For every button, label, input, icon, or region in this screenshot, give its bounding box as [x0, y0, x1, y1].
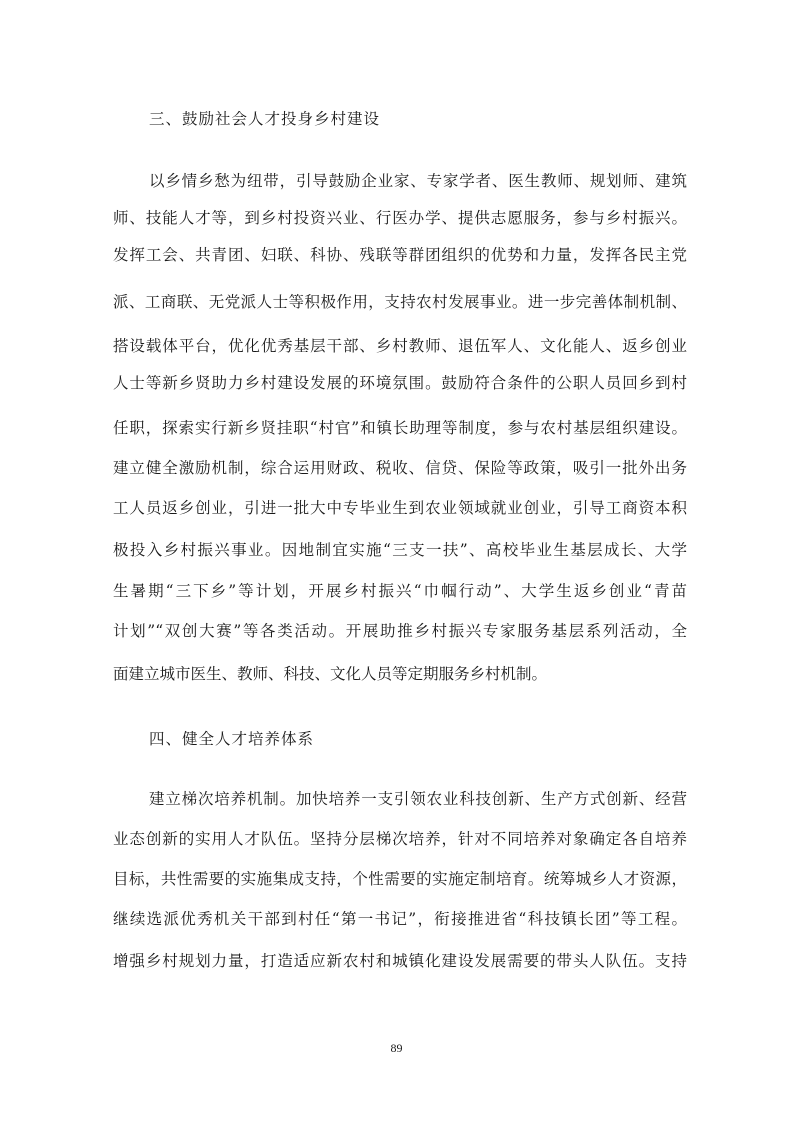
paragraph-line: 任职，探索实行新乡贤挂职“村官”和镇长助理等制度，参与农村基层组织建设。: [113, 419, 687, 437]
paragraph-line: 极投入乡村振兴事业。因地制宜实施“三支一扶”、高校毕业生基层成长、大学: [113, 541, 687, 559]
paragraph-line: 建立梯次培养机制。加快培养一支引领农业科技创新、生产方式创新、经营: [149, 790, 687, 808]
paragraph-line: 业态创新的实用人才队伍。坚持分层梯次培养，针对不同培养对象确定各自培养: [113, 830, 687, 848]
paragraph-line: 师、技能人才等，到乡村投资兴业、行医办学、提供志愿服务，参与乡村振兴。: [113, 209, 687, 227]
paragraph-line: 建立健全激励机制，综合运用财政、税收、信贷、保险等政策，吸引一批外出务: [113, 459, 687, 477]
page-number: 89: [390, 1041, 403, 1055]
paragraph-line: 工人员返乡创业，引进一批大中专毕业生到农业领域就业创业，引导工商资本积: [113, 499, 687, 517]
paragraph-line: 人士等新乡贤助力乡村建设发展的环境氛围。鼓励符合条件的公职人员回乡到村: [113, 374, 687, 392]
paragraph-line: 继续选派优秀机关干部到村任“第一书记”，衔接推进省“科技镇长团”等工程。: [113, 910, 687, 928]
paragraph-line: 增强乡村规划力量，打造适应新农村和城镇化建设发展需要的带头人队伍。支持: [113, 952, 687, 970]
paragraph-line: 目标，共性需要的实施集成支持，个性需要的实施定制培育。统筹城乡人才资源，: [113, 870, 687, 888]
paragraph-line: 搭设载体平台，优化优秀基层干部、乡村教师、退伍军人、文化能人、返乡创业: [113, 337, 687, 355]
section-heading: 四、健全人才培养体系: [149, 730, 315, 748]
paragraph-line: 发挥工会、共青团、妇联、科协、残联等群团组织的优势和力量，发挥各民主党: [113, 246, 687, 264]
paragraph-line: 计划”“双创大赛”等各类活动。开展助推乡村振兴专家服务基层系列活动，全: [113, 622, 687, 640]
paragraph-line: 派、工商联、无党派人士等积极作用，支持农村发展事业。进一步完善体制机制、: [113, 293, 687, 311]
paragraph-line: 生暑期“三下乡”等计划，开展乡村振兴“巾帼行动”、大学生返乡创业“青苗: [113, 582, 687, 600]
paragraph-line: 面建立城市医生、教师、科技、文化人员等定期服务乡村机制。: [113, 665, 548, 683]
paragraph-line: 以乡情乡愁为纽带，引导鼓励企业家、专家学者、医生教师、规划师、建筑: [149, 172, 687, 190]
section-heading: 三、鼓励社会人才投身乡村建设: [149, 110, 381, 128]
